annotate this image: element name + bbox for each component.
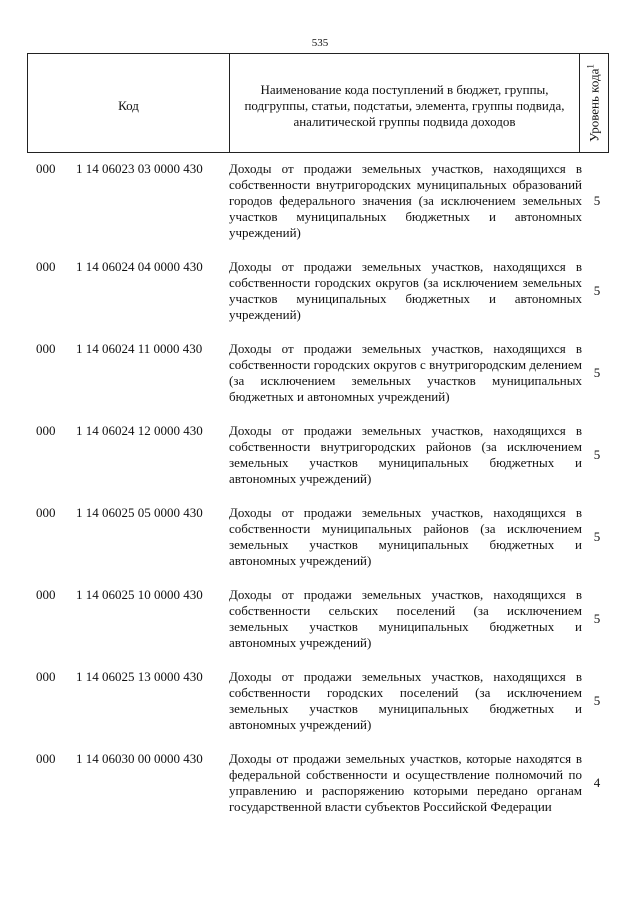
header-level (580, 54, 608, 152)
row-income-code: 1 14 06024 12 0000 430 (76, 423, 203, 438)
row-level: 5 (593, 529, 601, 544)
row-income-name: Доходы от продажи земельных участков, находящихся в собственности муниципальных районов (за исключением земельных участков муниципальных бюджетных и автономных учреждений) (229, 505, 582, 568)
row-income-name: Доходы от продажи земельных участков, находящихся в собственности городских округов с внутригородским делением (за исключением земельных участков муниципальных бюджетных и автономных учреждений) (229, 341, 582, 404)
row-level: 5 (593, 447, 601, 462)
row-admin-code: 000 (36, 341, 56, 356)
row-admin-code: 000 (36, 259, 56, 274)
row-level: 5 (593, 611, 601, 626)
header-name: Наименование кода поступлений в бюджет, группы, подгруппы, статьи, подстатьи, элемента, группы подвида, аналитической группы подвида доходов (230, 54, 580, 152)
row-level: 5 (593, 283, 601, 298)
row-income-code: 1 14 06025 05 0000 430 (76, 505, 203, 520)
row-income-code: 1 14 06024 04 0000 430 (76, 259, 203, 274)
row-admin-code: 000 (36, 423, 56, 438)
row-income-name: Доходы от продажи земельных участков, находящихся в собственности сельских поселений (за исключением земельных участков муниципальных бюджетных и автономных учреждений) (229, 587, 582, 650)
row-income-name: Доходы от продажи земельных участков, находящихся в собственности городских округов (за исключением земельных участков муниципальных бюджетных и автономных учреждений) (229, 259, 582, 322)
row-income-code: 1 14 06025 13 0000 430 (76, 669, 203, 684)
row-income-code: 1 14 06024 11 0000 430 (76, 341, 203, 356)
row-admin-code: 000 (36, 505, 56, 520)
header-level-text: Уровень кода (586, 68, 602, 142)
row-income-name: Доходы от продажи земельных участков, находящихся в собственности городских поселений (за исключением земельных участков муниципальных бюджетных и автономных учреждений) (229, 669, 582, 732)
row-admin-code: 000 (36, 161, 56, 176)
row-income-name: Доходы от продажи земельных участков, которые находятся в федеральной собственности и осуществление полномочий по управлению и распоряжению которыми передано органам государственной власти субъектов Российской Федерации (229, 751, 582, 814)
row-level: 5 (593, 193, 601, 208)
row-income-code: 1 14 06025 10 0000 430 (76, 587, 203, 602)
row-income-name: Доходы от продажи земельных участков, находящихся в собственности внутригородских районов (за исключением земельных участков муниципальных бюджетных и автономных учреждений) (229, 423, 582, 486)
table-header (27, 53, 609, 153)
page-number: 535 (311, 37, 329, 49)
row-level: 5 (593, 365, 601, 380)
header-level-footnote: 1 (585, 64, 596, 69)
row-income-name: Доходы от продажи земельных участков, находящихся в собственности внутригородских муниципальных образований городов федерального значения (за исключением земельных участков муниципальных бюджетных и автономных учреждений) (229, 161, 582, 240)
row-admin-code: 000 (36, 669, 56, 684)
row-admin-code: 000 (36, 751, 56, 766)
row-income-code: 1 14 06030 00 0000 430 (76, 751, 203, 766)
row-income-code: 1 14 06023 03 0000 430 (76, 161, 203, 176)
header-level-label (585, 64, 602, 142)
row-level: 4 (593, 775, 601, 790)
row-admin-code: 000 (36, 587, 56, 602)
row-level: 5 (593, 693, 601, 708)
header-code: Код (28, 54, 230, 152)
